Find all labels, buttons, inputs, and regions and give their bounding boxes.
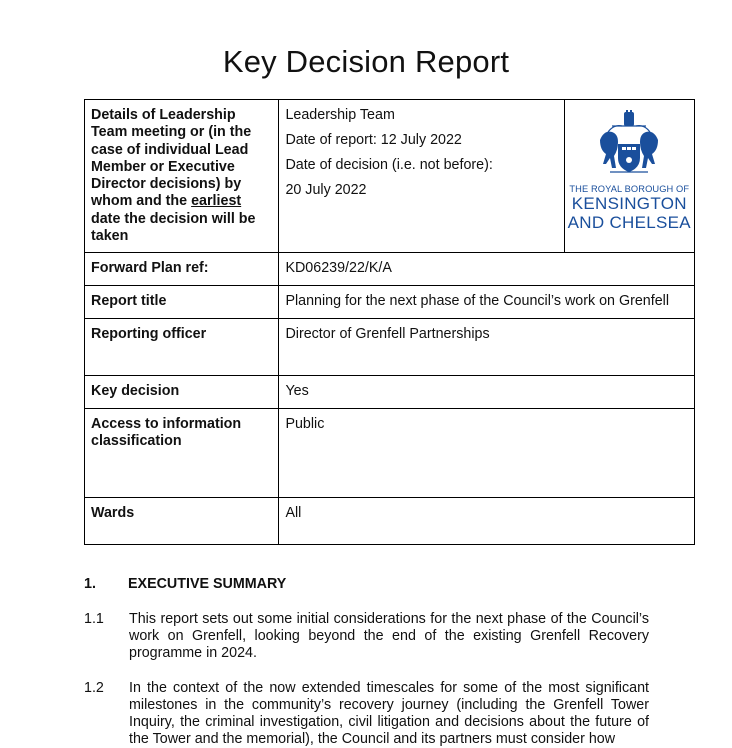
coat-of-arms-icon bbox=[596, 110, 662, 178]
table-row-forward-plan bbox=[85, 253, 695, 286]
date-of-decision-label: Date of decision (i.e. not before): bbox=[285, 157, 493, 173]
paragraph-number: 1.2 bbox=[84, 680, 104, 696]
logo-line-2: KENSINGTON bbox=[571, 194, 687, 213]
paragraph-text: This report sets out some initial considerations for the next phase of the Council’s work on Grenfell, looking beyond the end of the existing Grenfell Recovery programme in 2024. bbox=[129, 611, 649, 661]
table-row-wards bbox=[85, 498, 695, 545]
table-row-key-decision bbox=[85, 376, 695, 409]
logo-line-3: AND CHELSEA bbox=[567, 213, 691, 232]
table-row-reporting-officer bbox=[85, 319, 695, 376]
logo-cell bbox=[564, 100, 694, 253]
paragraph-text: In the context of the now extended timescales for some of the most significant milestones in the community’s recovery journey (including the Grenfell Tower Inquiry, the criminal investigation, civil litigation and decisions about the future of the Tower and the memorial), the Council and its partners must consider how bbox=[129, 680, 649, 747]
wards-label: Wards bbox=[85, 498, 279, 545]
meeting-body: Leadership Team bbox=[285, 107, 395, 123]
paragraph-number: 1.1 bbox=[84, 611, 104, 627]
forward-plan-label: Forward Plan ref: bbox=[85, 253, 279, 286]
reporting-officer-label: Reporting officer bbox=[85, 319, 279, 376]
key-decision-value: Yes bbox=[279, 376, 695, 409]
table-row-details bbox=[85, 100, 695, 253]
details-label: Details of Leadership Team meeting or (in the case of individual Lead Member or Executive Director decisions) by whom and the earliest date the decision will be taken bbox=[85, 100, 279, 253]
section-number: 1. bbox=[84, 576, 96, 592]
table-row-access-classification bbox=[85, 409, 695, 498]
report-title-label: Report title bbox=[85, 286, 279, 319]
date-of-report: Date of report: 12 July 2022 bbox=[285, 132, 462, 148]
council-logo bbox=[565, 100, 694, 232]
section-title: EXECUTIVE SUMMARY bbox=[128, 576, 287, 592]
logo-line-1: THE ROYAL BOROUGH OF bbox=[569, 184, 690, 194]
forward-plan-value: KD06239/22/K/A bbox=[279, 253, 695, 286]
key-decision-label: Key decision bbox=[85, 376, 279, 409]
earliest-underlined: earliest bbox=[191, 193, 242, 210]
reporting-officer-value: Director of Grenfell Partnerships bbox=[279, 319, 695, 376]
decision-details-table bbox=[84, 99, 695, 545]
details-value bbox=[279, 100, 564, 253]
table-row-report-title bbox=[85, 286, 695, 319]
access-classification-label: Access to information classification bbox=[85, 409, 279, 498]
access-classification-value: Public bbox=[279, 409, 695, 498]
date-of-decision: 20 July 2022 bbox=[285, 182, 367, 198]
report-title-value: Planning for the next phase of the Council’s work on Grenfell bbox=[279, 286, 695, 319]
wards-value: All bbox=[279, 498, 695, 545]
document-title: Key Decision Report bbox=[222, 44, 510, 79]
